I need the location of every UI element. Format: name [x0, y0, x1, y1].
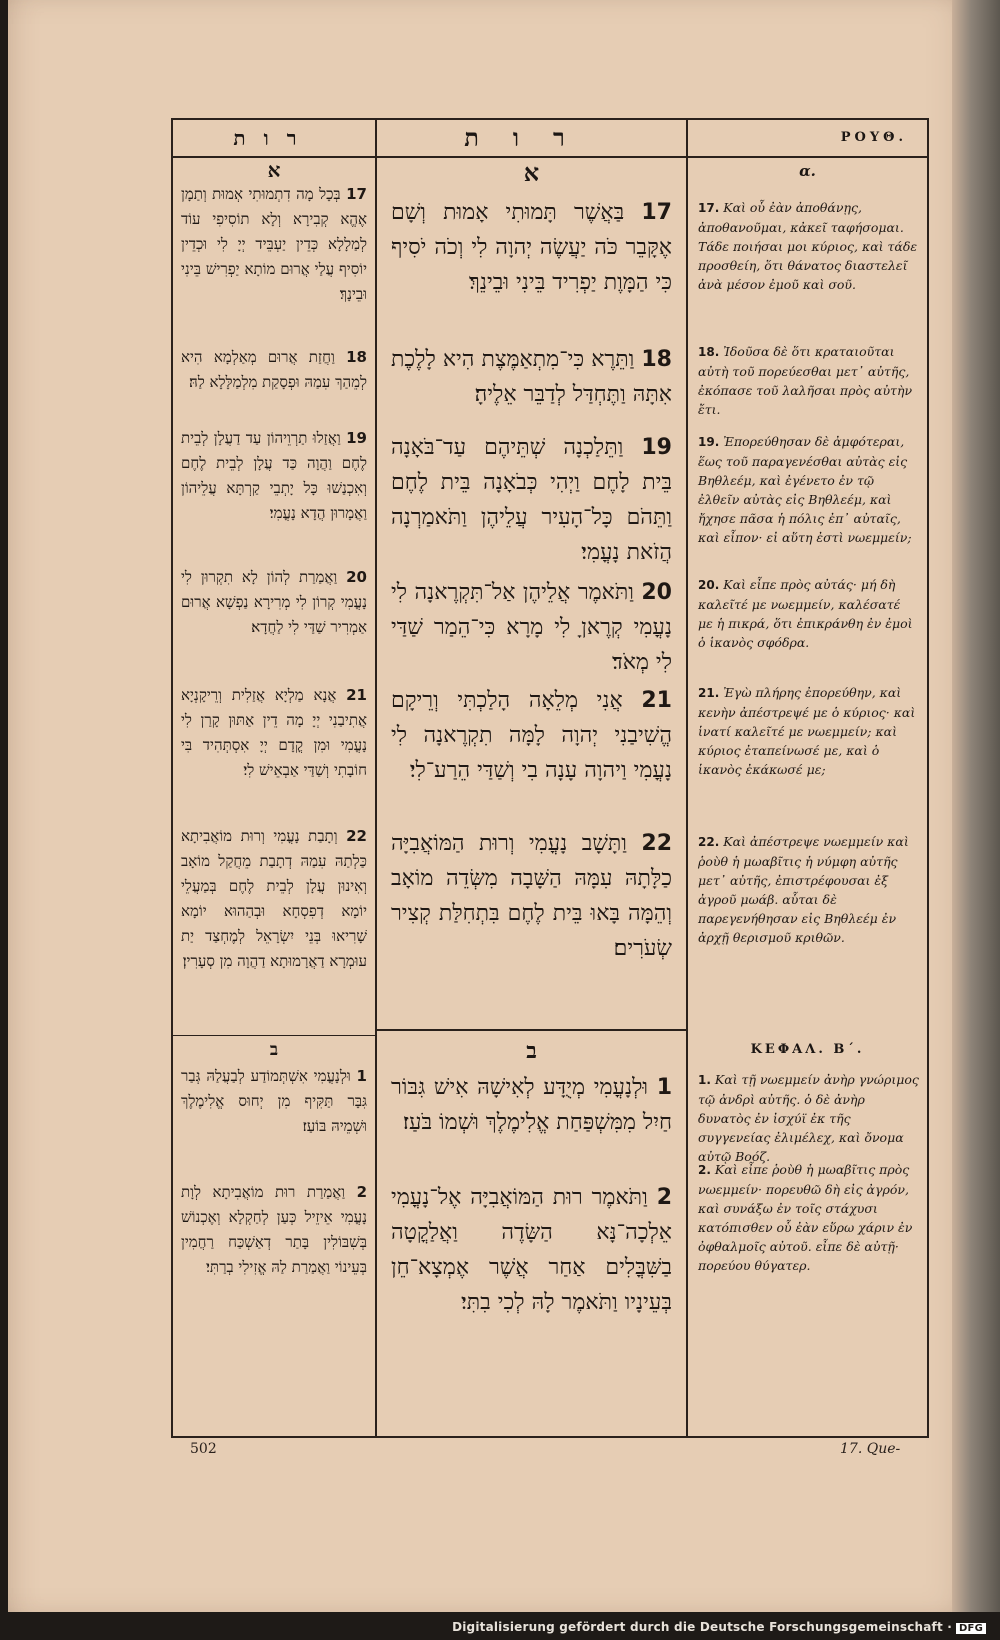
verse-number: 22. — [698, 835, 720, 849]
digitization-watermark — [452, 1620, 986, 1634]
middle-header: רות — [377, 120, 686, 158]
verse-text: Καὶ εἶπε πρὸς αὐτάς· μή δὴ καλεῖτέ με νωεμμείν, καλέσατέ με ἡ πικρά, ὅτι ἐπικράνθη ἐν ἐμοὶ ὁ ἱκανὸς σφόδρα. — [698, 577, 913, 650]
verse-number: 22 — [346, 827, 367, 845]
chapter-letter-left: א — [267, 158, 281, 182]
dfg-logo: DFG — [956, 1623, 986, 1634]
verse-text: וַאֲזַלוּ תַרְוֵיהוֹן עַד דַעֲלָן לְבֵית לֶחֶם וַהֲוָה כַּד עֲלָן לְבֵית לֶחֶם וְאִכְנַשׁוּ כָּל יָתְבֵי קַרְתָּא עֲלֵיהוֹן וַאֲמָרוּן הֲדָא נָעֳמִי׃ — [181, 429, 367, 522]
targum-column — [173, 120, 375, 1436]
verse-text: וּלְנָעֳמִי אִשְׁתְּמוֹדַע לְבַעֲלַהּ גְּבַר גִּבָּר תַּקִּיף מִן יְחוּס אֱלִימֶלֶךְ וּשְׁמֵיהּ בּוֹעַז׃ — [181, 1067, 367, 1135]
verse-number: 19 — [641, 435, 672, 460]
verse-number: 2 — [656, 1185, 672, 1210]
verse-number: 1. — [698, 1073, 711, 1087]
verse-number: 20. — [698, 578, 720, 592]
targum-verse-18 — [181, 345, 367, 395]
hebrew-verse-18 — [391, 342, 672, 412]
hebrew-verse-19 — [391, 430, 672, 570]
chapter-letter-middle: א — [523, 158, 540, 187]
targum-verse-2-2 — [181, 1180, 367, 1280]
verse-text: וַאֲמַרַת רוּת מוֹאֲבִיתָא לְוָת נָעֳמִי אֵיזֵיל כְּעַן לְחַקְלָא וְאֶכְנוֹשׁ בְּשִׁבּוֹלִין בָּתַר דְאַשְׁכַּח רַחֲמִין בְּעֵינוֹי וַאֲמַרַת לַהּ אֱזִילִי בְרַתִּי׃ — [181, 1183, 367, 1276]
verse-text: Ἐγὼ πλήρης ἐπορεύθην, καὶ κενὴν ἀπέστρεψέ με ὁ κύριος· καὶ ἱνατί καλεῖτέ με νωεμμείν; καὶ κύριος ἐταπείνωσέ με, καὶ ὁ ἱκανὸς ἐκάκωσέ με; — [698, 685, 916, 777]
verse-text: אֲנָא מַלְיָא אֲזַלִית וְרֵיקָנְיָא אֲתִיבַנִי יְיָ מָה דֵין אַתּוּן קָרַן לִי נָעֳמִי וּמִן קֳדָם יְיָ אִסְתְּהִיד בִּי חוֹבָתִי וְשַׁדַּי אַבְאֵישׁ לִי׃ — [181, 686, 367, 779]
greek-verse-21 — [698, 683, 919, 779]
verse-number: 21 — [641, 688, 672, 713]
chapter-letter-left-2: ב — [269, 1040, 279, 1060]
greek-column — [688, 120, 927, 1436]
greek-verse-17 — [698, 198, 919, 294]
chapter-heading-right: ΚΕΦΑΛ. Β΄. — [750, 1042, 865, 1057]
verse-number: 17 — [346, 185, 367, 203]
chapter-letter-middle-2: ב — [526, 1038, 537, 1064]
verse-text: וַחֲזַת אֲרוּם מְאַלְמָא הִיא לְמֵהַךְ עִמַהּ וּפְסָקַת מִלְמַלָּלָא לַהּ׃ — [181, 348, 367, 391]
verse-number: 2 — [356, 1183, 367, 1201]
hebrew-verse-21 — [391, 683, 672, 788]
verse-text: בְּכָל מָה דִתְמוּתִי אְמוּת וְתַמָן אֶהֱא קְבִירָא וְלָא תוֹסִיפִי עוֹד לְמַלָלָא כְּדֵין יַעְבֵּיד יְיָ לִי וּכְדֵין יוֹסִיף עֲלַי אֲרוּם מוֹתָא יַפְרִישׁ בֵּינִי וּבֵינָךְ׃ — [181, 185, 367, 303]
hebrew-verse-20 — [391, 575, 672, 680]
verse-text: Καὶ ἀπέστρεψε νωεμμείν καὶ ῥοὺθ ἡ μωαβῖτις ἡ νύμφη αὐτῆς μετ᾽ αὐτῆς, ἐπιστρέφουσαι ἐξ ἀγροῦ μωάβ. αὗται δὲ παρεγενήθησαν εἰς Βηθλεέμ ἐν ἀρχῇ θερισμοῦ κριθῶν. — [698, 834, 909, 945]
verse-number: 20 — [641, 580, 672, 605]
greek-verse-22 — [698, 832, 919, 947]
verse-number: 1 — [656, 1075, 672, 1100]
verse-number: 18. — [698, 345, 720, 359]
verse-text: Καὶ εἶπε ῥοὺθ ἡ μωαβῖτις πρὸς νωεμμείν· πορευθῶ δὴ εἰς ἀγρόν, καὶ συνάξω ἐν τοῖς στάχυσι κατόπισθεν οὗ ἐὰν εὕρω χάριν ἐν ὀφθαλμοῖς αὐτοῦ. εἶπε δὲ αὐτῇ· πορεύου θύγατερ. — [698, 1162, 913, 1273]
verse-number: 17 — [641, 200, 672, 225]
greek-verse-19 — [698, 432, 919, 547]
verse-text: וַתָּשָׁב נָעֳמִי וְרוּת הַמּוֹאֲבִיָּה כַלָּתָהּ עִמָּהּ הַשָּׁבָה מִשְּׂדֵה מוֹאָב וְהֵמָּה בָּאוּ בֵּית לֶחֶם בִּתְחִלַּת קְצִיר שְׂעֹרִים׃ — [391, 831, 672, 961]
catchword: 17. Que- — [840, 1441, 901, 1457]
targum-verse-17 — [181, 182, 367, 307]
hebrew-column — [377, 120, 686, 1436]
verse-text: וַתֵּלַכְנָה שְׁתֵּיהֶם עַד־בֹּאָנָה בֵּית לָחֶם וַיְהִי כְּבֹאָנָה בֵּית לֶחֶם וַתֵּהֹם כָּל־הָעִיר עֲלֵיהֶן וַתֹּאמַרְנָה הֲזֹאת נָעֳמִי׃ — [391, 435, 672, 565]
verse-text: Καὶ οὗ ἐὰν ἀποθάνῃς, ἀποθανοῦμαι, κἀκεῖ ταφήσομαι. Τάδε ποιήσαι μοι κύριος, καὶ τάδε προσθείη, ὅτι θάνατος διαστελεῖ ἀνὰ μέσον ἐμοῦ καὶ σοῦ. — [698, 200, 918, 292]
targum-verse-20 — [181, 565, 367, 640]
verse-text: וּלְנָעֳמִי מְיֻדָּע לְאִישָׁהּ אִישׁ גִּבּוֹר חַיִל מִמִּשְׁפַּחַת אֱלִימֶלֶךְ וּשְׁמוֹ בֹּעַז׃ — [391, 1075, 672, 1135]
hebrew-verse-17 — [391, 195, 672, 300]
targum-verse-22 — [181, 824, 367, 974]
verse-text: Καὶ τῇ νωεμμείν ἀνὴρ γνώριμος τῷ ἀνδρὶ αὐτῆς. ὁ δὲ ἀνὴρ δυνατὸς ἐν ἰσχύϊ ἐκ τῆς συγγενείας ἐλιμέλεχ, καὶ ὄνομα αὐτῷ Βοόζ. — [698, 1072, 919, 1164]
verse-number: 20 — [346, 568, 367, 586]
targum-verse-19 — [181, 426, 367, 526]
targum-verse-2-1 — [181, 1064, 367, 1139]
verse-number: 21 — [346, 686, 367, 704]
verse-number: 18 — [346, 348, 367, 366]
hebrew-verse-22 — [391, 826, 672, 966]
greek-verse-20 — [698, 575, 919, 652]
verse-number: 18 — [641, 347, 672, 372]
page-number: 502 — [190, 1441, 217, 1457]
right-header: ΡΟΥΘ. — [688, 120, 927, 158]
verse-text: וַתֹּאמֶר אֲלֵיהֶן אַל־תִּקְרֶאנָה לִי נָעֳמִי קְרֶאןָ לִי מָרָא כִּי־הֵמַר שַׁדַּי לִי מְאֹד׃ — [391, 580, 672, 675]
verse-text: Ἐπορεύθησαν δὲ ἀμφότεραι, ἕως τοῦ παραγενέσθαι αὐτὰς εἰς Βηθλεέμ, καὶ ἐγένετο ἐν τῷ ἐλθεῖν αὐτὰς εἰς Βηθλεέμ, καὶ ἤχησε πᾶσα ἡ πόλις ἐπ᾽ αὐταῖς, καὶ εἶπον· εἰ αὕτη ἐστὶ νωεμμείν; — [698, 434, 912, 545]
verse-number: 19 — [346, 429, 367, 447]
verse-number: 19. — [698, 435, 720, 449]
verse-number: 17. — [698, 201, 720, 215]
verse-text: וַאֲמַרַת לְהוֹן לָא תִקְרוּן לִי נָעֳמִי קְרוֹן לִי מְרִירָא נַפְשָׁא אֲרוּם אַמְרִיר שַׁדַּי לִי לַחֲדָא׃ — [181, 568, 367, 636]
chapter-letter-right: α. — [799, 162, 816, 180]
book-page — [8, 0, 980, 1612]
left-header: רות — [173, 120, 375, 158]
hebrew-verse-2-1 — [391, 1070, 672, 1140]
verse-text: וְתָבַת נָעֳמִי וְרוּת מוֹאֲבִיתָא כַּלְתַהּ עִמַהּ דְתָבַת מֵחֲקַל מוֹאָב וְאִינוּן עֲלָן לְבֵית לֶחֶם בְּמַעֲלֵי יוֹמָא דְפִסְחָא וּבְהַהוּא יוֹמָא שָׁרִיאוּ בְּנֵי יִשְׂרָאֵל לְמֶחְצַד יַת עוּמְרָא דַאֲרָמוּתָא דַהֲוָה מִן סְעָרִין׃ — [181, 827, 367, 970]
verse-text: בַּאֲשֶׁר תָּמוּתִי אָמוּת וְשָׁם אֶקָּבֵר כֹּה יַעֲשֶׂה יְהוָה לִי וְכֹה יֹסִיף כִּי הַמָּוֶת יַפְרִיד בֵּינִי וּבֵינֵךְ׃ — [391, 200, 672, 295]
targum-verse-21 — [181, 683, 367, 783]
hebrew-verse-2-2 — [391, 1180, 672, 1320]
verse-text: וַתֵּרֶא כִּי־מִתְאַמֶּצֶת הִיא לָלֶכֶת אִתָּהּ וַתֶּחְדַּל לְדַבֵּר אֵלֶיהָ׃ — [391, 347, 672, 407]
verse-number: 21. — [698, 686, 720, 700]
text-frame — [171, 118, 929, 1438]
greek-verse-2-2 — [698, 1160, 919, 1275]
verse-text: וַתֹּאמֶר רוּת הַמּוֹאֲבִיָּה אֶל־נָעֳמִי אֵלְכָה־נָּא הַשָּׂדֶה וַאֲלַקֳטָה בַשִּׁבֳּלִים אַחַר אֲשֶׁר אֶמְצָא־חֵן בְּעֵינָיו וַתֹּאמֶר לָהּ לְכִי בִתִּי׃ — [391, 1185, 672, 1315]
watermark-text: Digitalisierung gefördert durch die Deutsche Forschungsgemeinschaft · — [452, 1620, 953, 1634]
verse-number: 1 — [356, 1067, 367, 1085]
verse-number: 22 — [641, 831, 673, 856]
greek-verse-2-1 — [698, 1070, 919, 1166]
verse-number: 2. — [698, 1163, 711, 1177]
verse-text: אֲנִי מְלֵאָה הָלַכְתִּי וְרֵיקָם הֱשִׁיבַנִי יְהוָה לָמָּה תִקְרֶאנָה לִי נָעֳמִי וַיהוָה עָנָה בִי וְשַׁדַּי הֵרַע־לִי׃ — [391, 688, 672, 783]
book-spine — [952, 0, 1000, 1612]
greek-verse-18 — [698, 342, 919, 419]
verse-text: Ἰδοῦσα δὲ ὅτι κραταιοῦται αὐτὴ τοῦ πορεύεσθαι μετ᾽ αὐτῆς, ἐκόπασε τοῦ λαλῆσαι πρὸς αὐτὴν ἔτι. — [698, 344, 913, 417]
